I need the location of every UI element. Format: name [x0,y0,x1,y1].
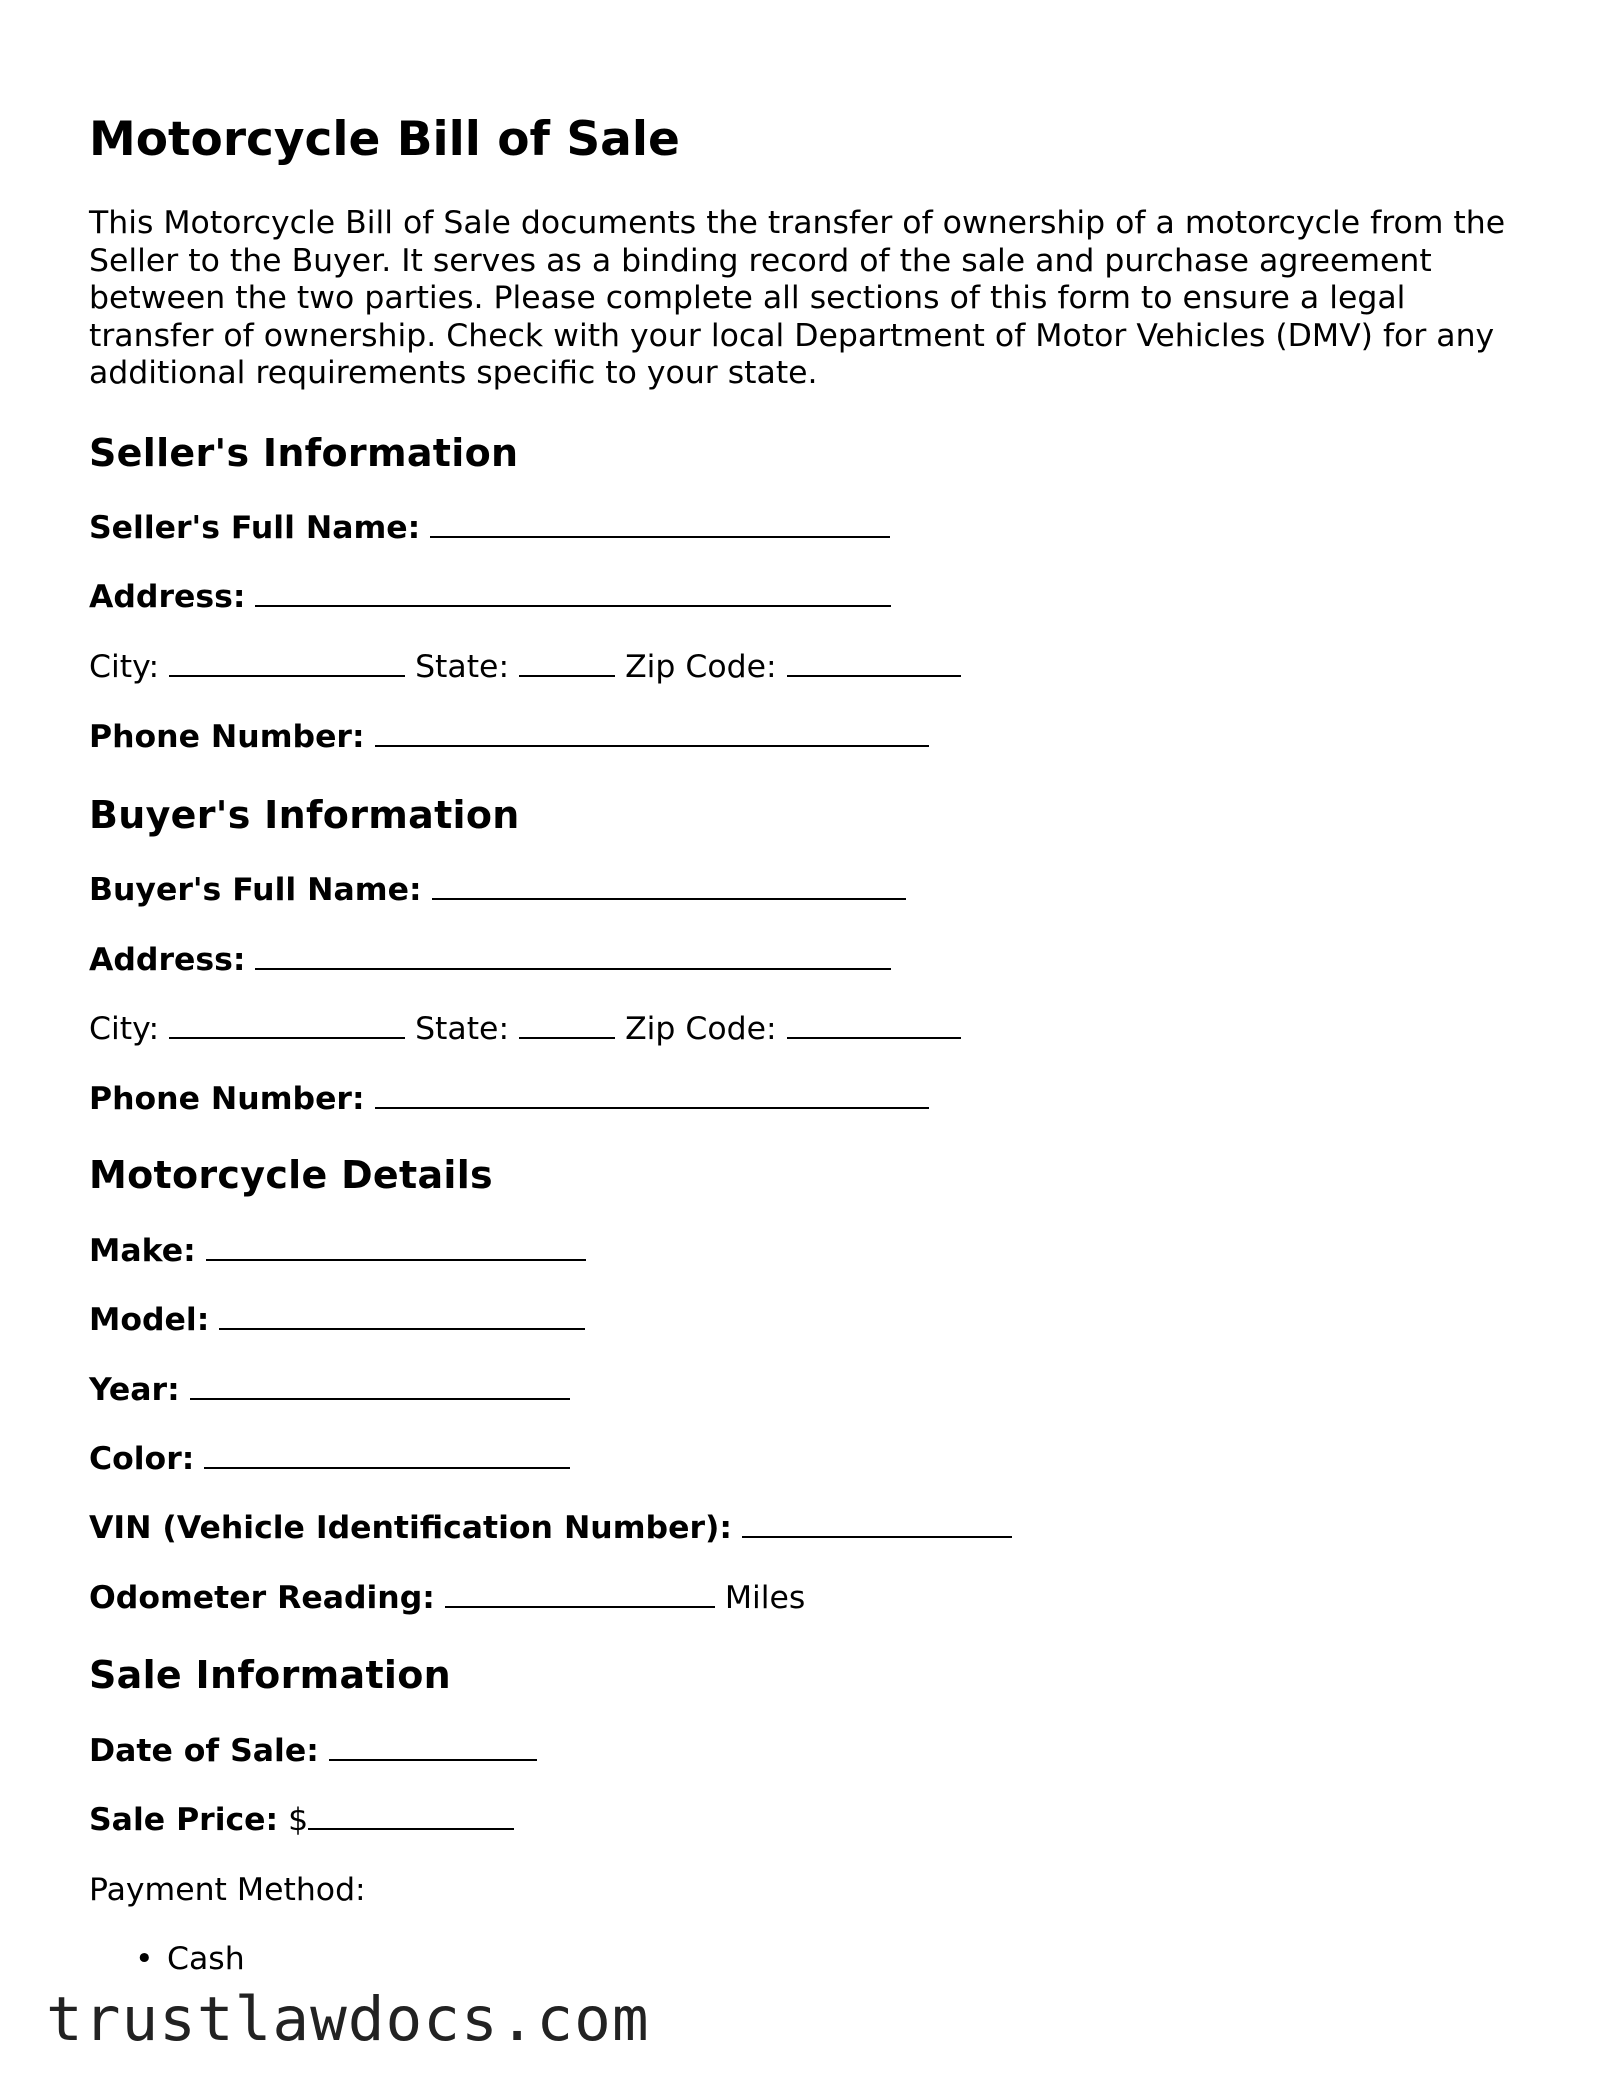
make-field[interactable] [206,1233,586,1261]
odometer-label: Odometer Reading: [89,1580,435,1616]
buyer-zip-field[interactable] [787,1011,961,1039]
buyer-state-field[interactable] [519,1011,615,1039]
buyer-address-row [89,938,891,982]
seller-phone-label: Phone Number: [89,719,365,755]
color-label: Color: [89,1441,195,1477]
buyer-city-state-zip-row [89,1007,961,1051]
model-field[interactable] [219,1302,585,1330]
seller-section-heading: Seller's Information [89,431,519,475]
buyer-phone-field[interactable] [375,1081,929,1109]
sale-price-currency: $ [288,1802,309,1838]
buyer-city-field[interactable] [169,1011,405,1039]
watermark: trustlawdocs.com [46,1984,650,2055]
date-of-sale-field[interactable] [329,1733,537,1761]
vin-field[interactable] [742,1510,1012,1538]
sale-price-row [89,1798,514,1842]
payment-method-label: Payment Method: [89,1872,366,1908]
seller-address-field[interactable] [255,579,891,607]
date-of-sale-label: Date of Sale: [89,1733,319,1769]
seller-address-label: Address: [89,579,246,615]
buyer-address-label: Address: [89,942,246,978]
sale-section-heading: Sale Information [89,1653,451,1697]
seller-zip-field[interactable] [787,649,961,677]
make-row [89,1229,586,1273]
color-row [89,1437,570,1481]
seller-city-state-zip-row [89,645,961,689]
vin-label: VIN (Vehicle Identification Number): [89,1510,732,1546]
sale-price-field[interactable] [308,1802,514,1830]
odometer-field[interactable] [445,1580,715,1608]
buyer-full-name-field[interactable] [432,872,906,900]
date-of-sale-row [89,1729,537,1773]
color-field[interactable] [204,1441,570,1469]
bullet-icon: • [135,1941,154,1977]
seller-state-label: State: [415,649,510,685]
seller-state-field[interactable] [519,649,615,677]
seller-phone-field[interactable] [375,719,929,747]
model-label: Model: [89,1302,210,1338]
buyer-city-label: City: [89,1011,160,1047]
model-row [89,1298,585,1342]
seller-full-name-field[interactable] [430,510,890,538]
vin-row [89,1506,1012,1550]
buyer-phone-label: Phone Number: [89,1081,365,1117]
year-field[interactable] [190,1372,570,1400]
buyer-address-field[interactable] [255,942,891,970]
payment-options-list [89,1937,245,1981]
seller-full-name-row [89,506,890,550]
make-label: Make: [89,1233,196,1269]
payment-option-cash[interactable] [89,1937,245,1981]
payment-method-row [89,1868,366,1912]
year-label: Year: [89,1372,180,1408]
seller-zip-label: Zip Code: [625,649,777,685]
seller-address-row [89,575,891,619]
buyer-section-heading: Buyer's Information [89,793,520,837]
payment-option-label: Cash [167,1941,245,1977]
document-title: Motorcycle Bill of Sale [89,112,680,167]
intro-paragraph: This Motorcycle Bill of Sale documents the transfer of ownership of a motorcycle from the Seller to the Buyer. It serves as a binding record of the sale and purchase agreement between the two parties. Please complete all sections of this form to ensure a legal transfer of ownership. Check with your local Department of Motor Vehicles (DMV) for any additional requirements specific to your state. [89,205,1506,391]
odometer-unit: Miles [724,1580,806,1616]
seller-city-field[interactable] [169,649,405,677]
sale-price-label: Sale Price: [89,1802,279,1838]
seller-city-label: City: [89,649,160,685]
buyer-phone-row [89,1077,929,1121]
odometer-row [89,1576,805,1620]
seller-phone-row [89,715,929,759]
buyer-full-name-label: Buyer's Full Name: [89,872,422,908]
motorcycle-section-heading: Motorcycle Details [89,1153,493,1197]
buyer-zip-label: Zip Code: [625,1011,777,1047]
buyer-full-name-row [89,868,906,912]
seller-full-name-label: Seller's Full Name: [89,510,421,546]
year-row [89,1368,570,1412]
buyer-state-label: State: [415,1011,510,1047]
